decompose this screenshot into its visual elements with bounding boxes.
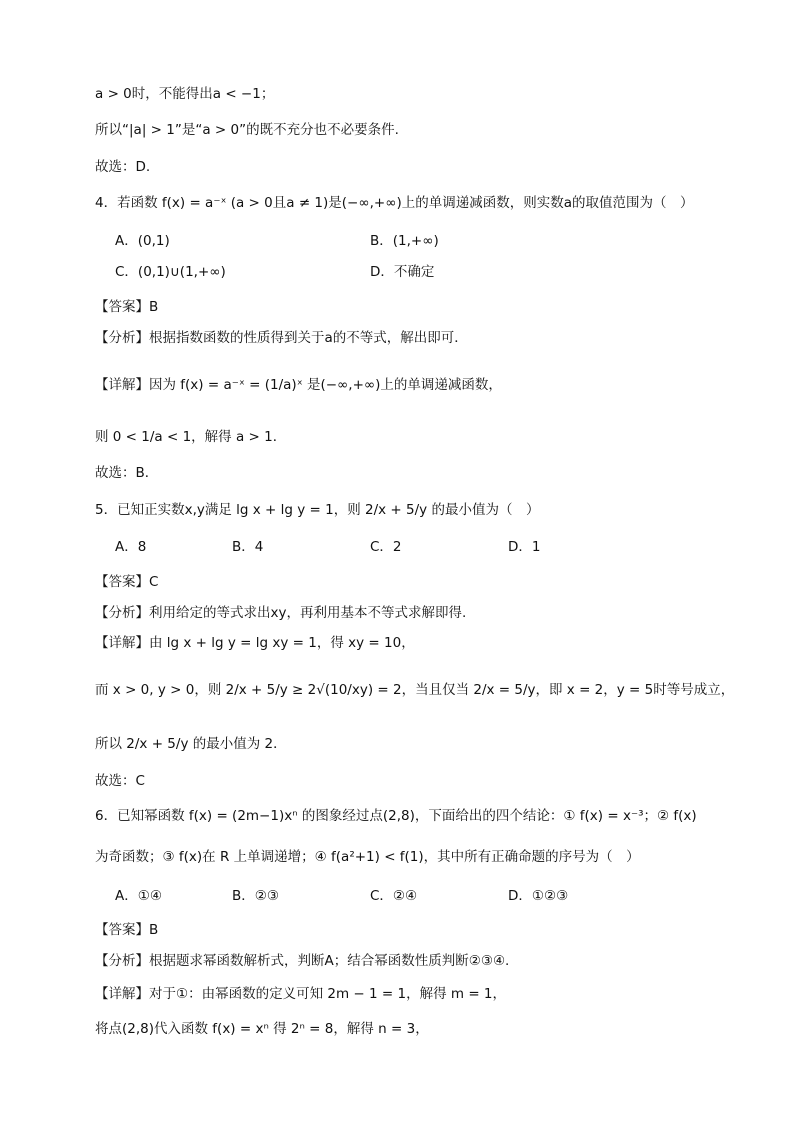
prev-choose: 故选：D. (95, 159, 151, 175)
prev-line-2: 所以“|a| > 1”是“a > 0”的既不充分也不必要条件. (95, 122, 399, 138)
q6-option-b: B．②③ (232, 888, 279, 904)
q5-detail-1: 【详解】由 lg x + lg y = lg xy = 1，得 xy = 10， (95, 635, 415, 651)
q5-detail-2: 而 x > 0, y > 0，则 2/x + 5/y ≥ 2√(10/xy) = 2，当且仅当 2/x = 5/y，即 x = 2，y = 5时等号成立， (95, 682, 735, 698)
q6-analysis: 【分析】根据题求幂函数解析式，判断A；结合幂函数性质判断②③④. (95, 953, 510, 969)
prev-line-1: a > 0时，不能得出a < −1； (95, 86, 275, 102)
q4-stem: 4．若函数 f(x) = a⁻ˣ (a > 0且a ≠ 1)是(−∞,+∞)上的单调递减函数，则实数a的取值范围为（ ） (95, 195, 694, 211)
q5-option-c: C．2 (370, 539, 402, 555)
q4-option-c: C．(0,1)∪(1,+∞) (115, 264, 226, 280)
q5-stem: 5．已知正实数x,y满足 lg x + lg y = 1，则 2/x + 5/y 的最小值为（ ） (95, 502, 540, 518)
q6-stem-1: 6．已知幂函数 f(x) = (2m−1)xⁿ 的图象经过点(2,8)，下面给出的四个结论：① f(x) = x⁻³；② f(x) (95, 808, 697, 824)
q5-analysis: 【分析】利用给定的等式求出xy，再利用基本不等式求解即得. (95, 605, 467, 621)
q4-choose: 故选：B． (95, 465, 159, 481)
q4-option-d: D．不确定 (370, 264, 435, 280)
q4-option-a: A．(0,1) (115, 233, 170, 249)
q6-option-a: A．①④ (115, 888, 162, 904)
q6-stem-2: 为奇函数；③ f(x)在 R 上单调递增；④ f(a²+1) < f(1)，其中所有正确命题的序号为（ ） (95, 849, 640, 865)
q6-detail-1: 【详解】对于①：由幂函数的定义可知 2m − 1 = 1，解得 m = 1， (95, 986, 507, 1002)
q6-option-c: C．②④ (370, 888, 418, 904)
q5-choose: 故选：C (95, 773, 145, 789)
q5-detail-3: 所以 2/x + 5/y 的最小值为 2． (95, 736, 287, 752)
q4-detail-2: 则 0 < 1/a < 1，解得 a > 1． (95, 429, 287, 445)
q4-detail-1: 【详解】因为 f(x) = a⁻ˣ = (1/a)ˣ 是(−∞,+∞)上的单调递减函数， (95, 377, 502, 393)
q5-answer: 【答案】C (95, 574, 159, 590)
q6-answer: 【答案】B (95, 922, 159, 938)
q6-detail-2: 将点(2,8)代入函数 f(x) = xⁿ 得 2ⁿ = 8，解得 n = 3， (95, 1021, 429, 1037)
q5-option-b: B．4 (232, 539, 264, 555)
q5-option-d: D．1 (508, 539, 541, 555)
q4-option-b: B．(1,+∞) (370, 233, 439, 249)
q4-answer: 【答案】B (95, 299, 159, 315)
q4-analysis: 【分析】根据指数函数的性质得到关于a的不等式，解出即可． (95, 330, 468, 346)
q6-option-d: D．①②③ (508, 888, 569, 904)
q5-option-a: A．8 (115, 539, 147, 555)
